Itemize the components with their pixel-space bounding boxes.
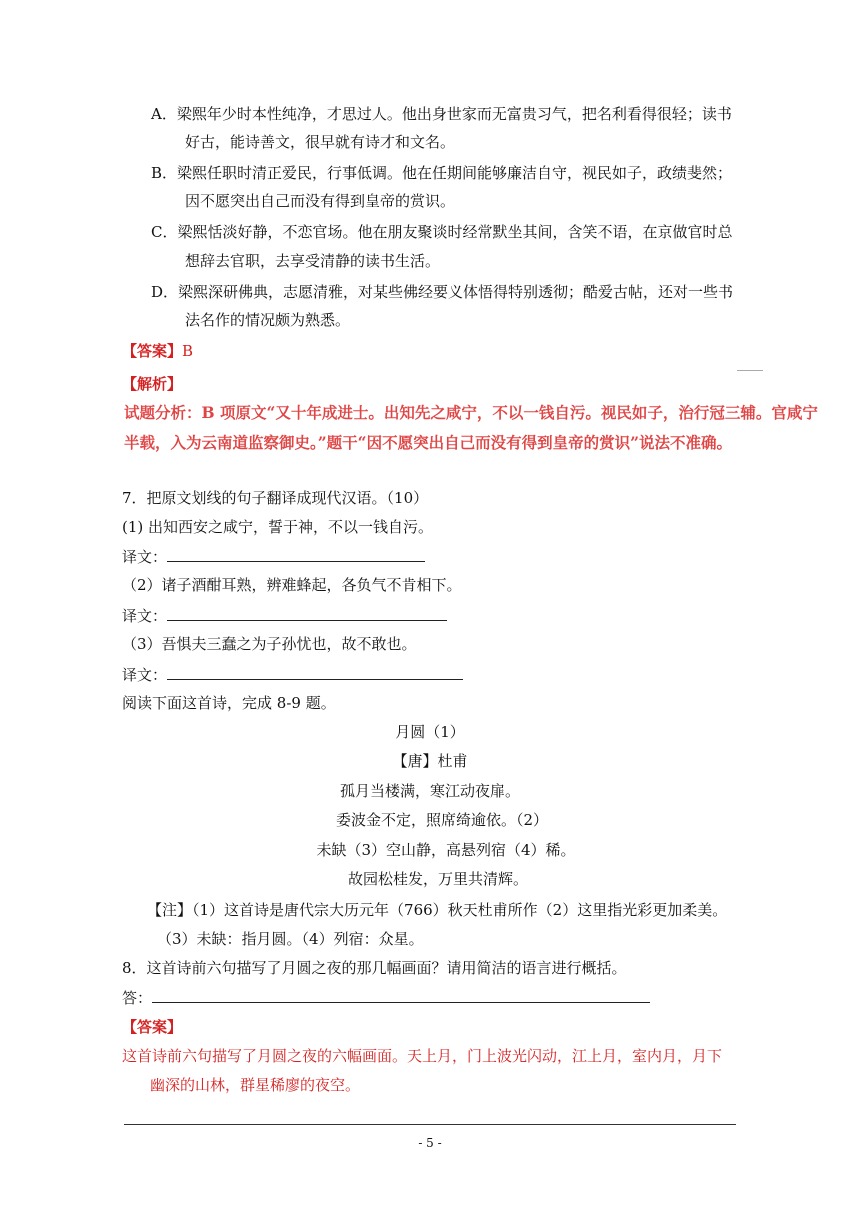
question-8-title: 8．这首诗前六句描写了月圆之夜的那几幅画面？请用简洁的语言进行概括。	[122, 959, 627, 977]
question-7-title: 7．把原文划线的句子翻译成现代汉语。（10）	[122, 489, 429, 507]
analysis-label: 【解析】	[122, 375, 183, 393]
option-d-line-1: D．梁熙深研佛典，志愿清雅，对某些佛经要义体悟得特别透彻；酷爱古帖，还对一些书	[151, 283, 734, 301]
footer-divider	[124, 1124, 736, 1125]
poem-line-3: 未缺（3）空山静，高悬列宿（4）稀。	[316, 841, 576, 859]
poem-intro: 阅读下面这首诗，完成 8-9 题。	[122, 694, 336, 712]
answer-prefix: 答：	[122, 989, 153, 1007]
translation-blank-1[interactable]	[167, 545, 425, 562]
poem-line-2: 委波金不定，照席绮逾依。（2）	[335, 811, 549, 829]
answer-label: 【答案】	[122, 342, 183, 360]
translation-line-1	[122, 545, 425, 568]
option-b-line-1: B．梁熙任职时清正爱民，行事低调。他在任期间能够廉洁自守，视民如子，政绩斐然；	[151, 164, 733, 182]
divider-short	[737, 370, 763, 371]
answer-8-label: 【答案】	[122, 1018, 183, 1036]
option-a-line-2: 好古，能诗善文，很早就有诗才和文名。	[185, 133, 456, 151]
poem-note-1: 【注】（1）这首诗是唐代宗大历元年（766）秋天杜甫所作（2）这里指光彩更加柔美。	[147, 901, 728, 919]
question-7-sentence-1: (1) 出知西安之咸宁，誓于神，不以一钱自污。	[122, 518, 434, 536]
answer-value: B	[182, 342, 194, 360]
answer-6	[122, 340, 193, 362]
option-b-line-2: 因不愿突出自己而没有得到皇帝的赏识。	[185, 192, 456, 210]
translation-blank-3[interactable]	[167, 663, 463, 680]
translation-label: 译文：	[122, 666, 168, 684]
page-number: - 5 -	[418, 1136, 442, 1150]
analysis-line-2: 半载，入为云南道监察御史。”题干“因不愿突出自己而没有得到皇帝的赏识”说法不准确。	[124, 433, 732, 452]
option-c-line-2: 想辞去官职，去享受清静的读书生活。	[185, 252, 441, 270]
option-a-line-1: A．梁熙年少时本性纯净，才思过人。他出身世家而无富贵习气，把名利看得很轻；读书	[151, 105, 732, 123]
poem-author: 【唐】杜甫	[392, 752, 468, 770]
question-7-sentence-2: （2）诸子酒酣耳熟，辨难蜂起，各负气不肯相下。	[122, 576, 462, 594]
question-7-sentence-3: （3）吾惧夫三蠢之为子孙忧也，故不敢也。	[122, 635, 417, 653]
translation-line-3	[122, 663, 463, 686]
analysis-line-1: 试题分析：B 项原文“又十年成进士。出知先之咸宁，不以一钱自污。视民如子，治行冠三辅。官咸宁	[124, 403, 818, 422]
answer-8-line-2: 幽深的山林，群星稀廖的夜空。	[150, 1076, 361, 1094]
option-c-line-1: C．梁熙恬淡好静，不恋官场。他在朋友聚谈时经常默坐其间，含笑不语，在京做官时总	[151, 223, 733, 241]
translation-label: 译文：	[122, 607, 168, 625]
answer-blank[interactable]	[152, 986, 650, 1003]
answer-8-line-1: 这首诗前六句描写了月圆之夜的六幅画面。天上月，门上波光闪动，江上月，室内月，月下	[122, 1047, 723, 1065]
translation-blank-2[interactable]	[167, 604, 447, 621]
translation-label: 译文：	[122, 548, 168, 566]
poem-note-2: （3）未缺：指月圆。（4）列宿：众星。	[157, 930, 424, 948]
translation-line-2	[122, 604, 447, 627]
poem-line-1: 孤月当楼满，寒江动夜扉。	[339, 782, 520, 800]
option-d-line-2: 法名作的情况颇为熟悉。	[185, 311, 351, 329]
poem-title: 月圆（1）	[395, 723, 465, 741]
question-8-answer-line	[122, 986, 650, 1009]
poem-line-4: 故园松桂发，万里共清辉。	[347, 870, 528, 888]
